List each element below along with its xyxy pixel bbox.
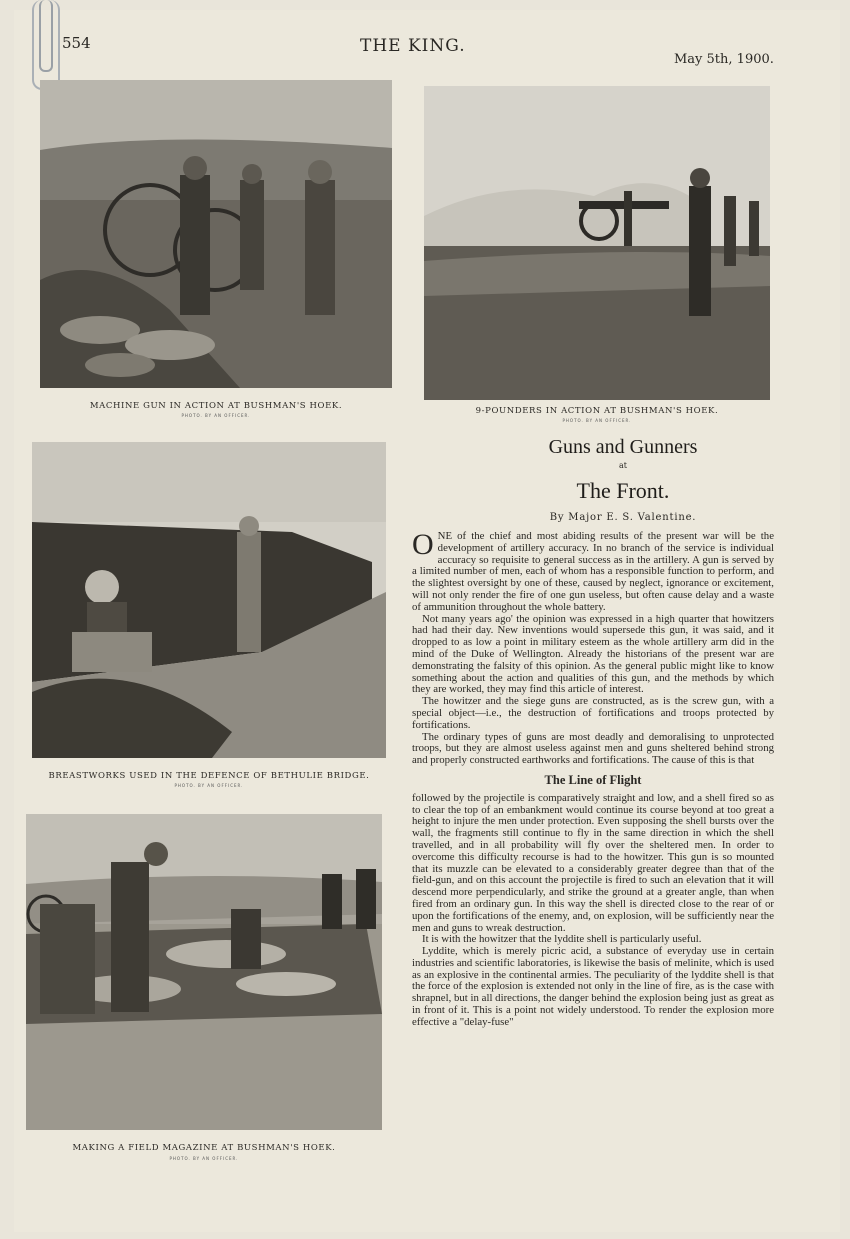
article-title-at: at — [619, 461, 627, 470]
photo-credit: PHOTO. BY AN OFFICER. — [562, 418, 632, 423]
paragraph: The howitzer and the siege guns are constructed, as is the screw gun, with a special object—i.e., the destruction of fortifications and troops protected by fortifications. — [412, 695, 774, 731]
issue-date: May 5th, 1900. — [674, 52, 774, 67]
paragraph: ONE of the chief and most abiding results of the present war will be the development of artillery accuracy. In no branch of the service is individual accuracy so requisite to general success as in the artillery. A gun is served by a limited number of men, each of whom has a responsible function to perform, and the slightest oversight by one of these, caused by neglect, ignorance or excitement, will not only render the fire of one gun useless, but often cause delay and a waste of ammunition throughout the whole battery. — [412, 528, 774, 613]
article-title: Guns and Gunners — [548, 436, 698, 458]
photo-nine-pounders — [424, 86, 770, 400]
photo-caption: MACHINE GUN IN ACTION AT BUSHMAN'S HOEK. — [89, 401, 343, 411]
magazine-title: THE KING. — [360, 36, 466, 56]
paragraph: It is with the howitzer that the lyddite shell is particularly useful. — [422, 933, 702, 946]
paragraph: Not many years ago' the opinion was expressed in a high quarter that howitzers had had their day. New inventions would supersede this gun, it was said, and it dropped to as low a point in military esteem as the whole artillery arm did in the mind of the Duke of Wellington. Already the historians of the present war are demonstrating the falsity of this opinion. As the general public might like to know something about the action and qualities of this gun, and the methods by which they are worked, they may find this article of interest. — [412, 612, 774, 696]
paperclip — [32, 0, 60, 90]
article — [412, 436, 774, 1029]
drop-cap: O — [412, 528, 434, 561]
paragraph: Lyddite, which is merely picric acid, a substance of everyday use in certain industries and scientific laboratories, is likewise the basis of melinite, which is used as an explosive in the continental armies. The peculiarity of the lyddite shell is that the force of the explosion is extended not only in the line of fire, as is the case with shrapnel, but in all directions, the danger behind the explosion being just as great as in front of it. This is a point not widely understood. To render the explosion more effective a "delay-fuse" — [412, 945, 774, 1028]
page-number: 554 — [62, 34, 91, 52]
photo-machine-gun — [40, 80, 392, 388]
photo-credit: PHOTO. BY AN OFFICER. — [181, 413, 251, 418]
subheading: The Line of Flight — [544, 772, 642, 787]
photo-caption: 9-POUNDERS IN ACTION AT BUSHMAN'S HOEK. — [475, 406, 719, 416]
paragraph: The ordinary types of guns are most deadly and demoralising to unprotected troops, but they are almost useless against men and guns sheltered behind strong and properly constructed earthworks and fortifications. The cause of this is that — [412, 730, 774, 767]
article-title-front: The Front. — [576, 478, 670, 503]
photo-breastworks — [32, 442, 386, 758]
photo-credit: PHOTO. BY AN OFFICER. — [169, 1156, 239, 1161]
paragraph: followed by the projectile is comparatively straight and low, and a shell fired so as to clear the top of an embankment would continue its course beyond at too great a height to injure the men under protection. Even supposing the shell bursts over the wall, the fragments still continue to fly in the same direction in which the shell travelled, and in all probability will fly over the sheltered men. In order to overcome this difficulty recourse is had to the howitzer. This gun is so mounted that its muzzle can be elevated to a considerably greater degree than that of the field-gun, and on this account the projectile is fired to such an elevation that it will descend more perpendicularly, and strike the ground at a greater angle, than when fired from an ordinary gun. In this way the shell is directed close to the rear of or upon the fortifications of the enemy, and, on explosion, will be sufficiently near the men and guns to wreak destruction. — [412, 791, 774, 934]
photo-caption: BREASTWORKS USED IN THE DEFENCE OF BETHULIE BRIDGE. — [48, 771, 370, 781]
photo-field-magazine — [26, 814, 382, 1130]
article-byline: By Major E. S. Valentine. — [549, 512, 697, 523]
article-body — [412, 528, 774, 1029]
photo-caption: MAKING A FIELD MAGAZINE AT BUSHMAN'S HOEK. — [72, 1143, 336, 1153]
photo-credit: PHOTO. BY AN OFFICER. — [174, 783, 244, 788]
